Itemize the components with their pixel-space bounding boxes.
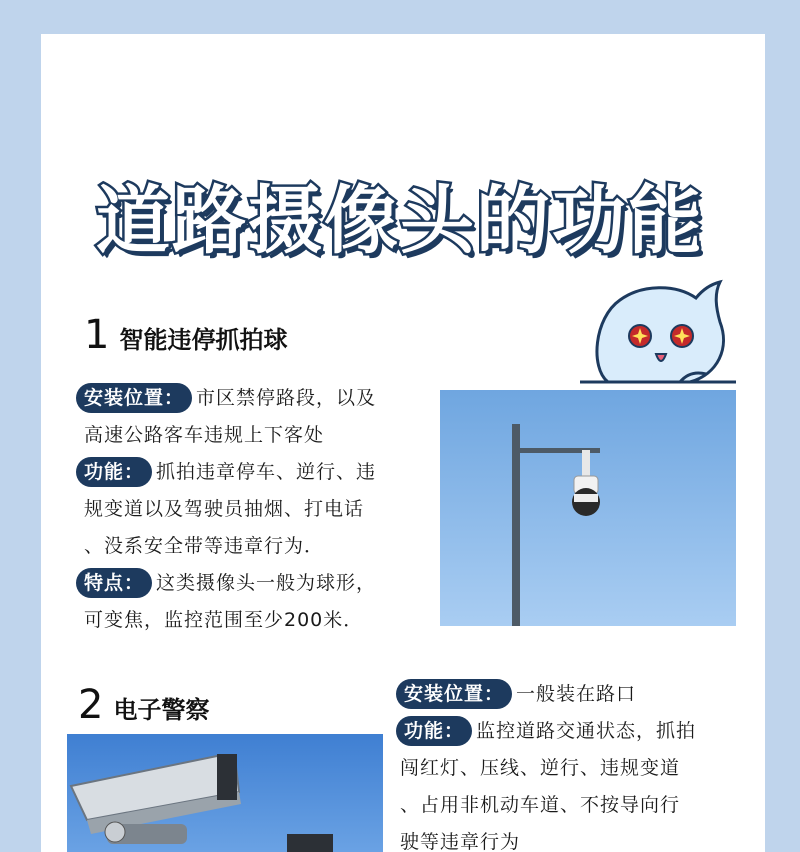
function-text-s2-3: 、占用非机动车道、不按导向行	[400, 794, 681, 816]
section-1-number: 1	[84, 312, 110, 358]
location-text: 市区禁停路段，以及	[196, 387, 377, 409]
function-text-s2: 监控道路交通状态，抓拍	[476, 720, 697, 742]
location-text-2: 高速公路客车违规上下客处	[84, 424, 325, 446]
function-tag: 功能：	[76, 457, 152, 487]
feature-text: 这类摄像头一般为球形，	[156, 572, 377, 594]
section-2-heading	[78, 682, 209, 728]
page-title: 道路摄像头的功能	[96, 178, 704, 264]
section-1-heading	[84, 312, 287, 358]
feature-text-2: 可变焦，监控范围至少200米．	[84, 609, 364, 631]
function-text-2: 规变道以及驾驶员抽烟、打电话	[84, 498, 365, 520]
feature-tag: 特点：	[76, 568, 152, 598]
location-tag: 安装位置：	[76, 383, 192, 413]
function-text-s2-4: 驶等违章行为	[400, 831, 521, 852]
electronic-police-camera-photo	[67, 734, 383, 852]
section-1-title: 智能违停抓拍球	[119, 326, 288, 354]
section-2-number: 2	[78, 682, 104, 728]
location-tag-2: 安装位置：	[396, 679, 512, 709]
section-2-title: 电子警察	[113, 696, 210, 724]
function-text-3: 、没系安全带等违章行为．	[84, 535, 325, 557]
function-tag-2: 功能：	[396, 716, 472, 746]
function-text: 抓拍违章停车、逆行、违	[156, 461, 377, 483]
location-text-s2: 一般装在路口	[516, 683, 637, 705]
section-2-body	[396, 676, 746, 852]
dome-camera-photo	[440, 390, 736, 626]
ghost-mascot-icon	[580, 278, 736, 390]
section-1-body	[76, 380, 426, 639]
function-text-s2-2: 闯红灯、压线、逆行、违规变道	[400, 757, 681, 779]
